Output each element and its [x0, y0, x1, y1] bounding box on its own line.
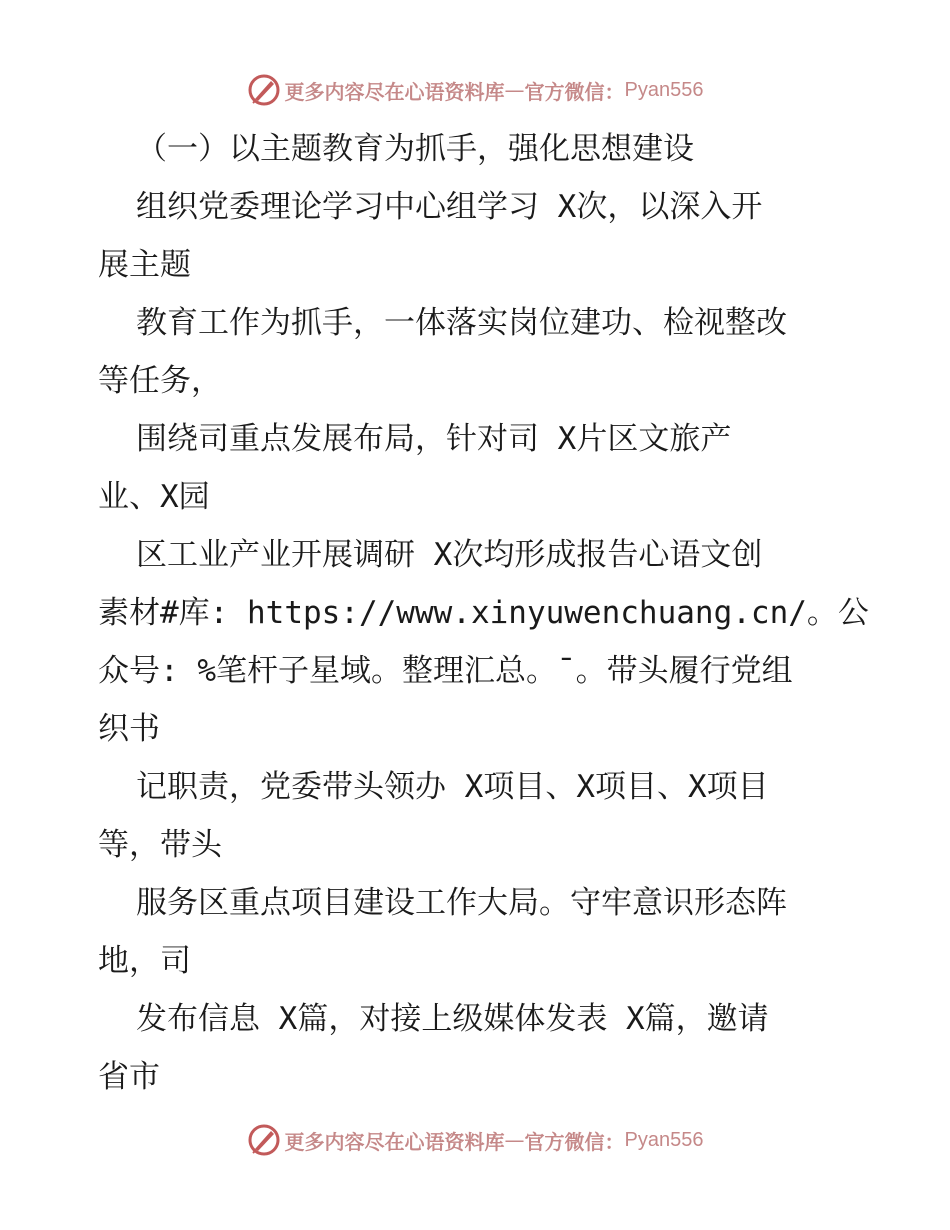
text-line: 素材#库: https://www.xinyuwenchuang.cn/。公	[98, 595, 869, 631]
text-line: 发布信息 X篇，对接上级媒体发表 X篇，邀请	[136, 1001, 769, 1037]
text-line: 地，司	[98, 943, 191, 979]
text-line: 展主题	[98, 247, 191, 283]
text-line: 等任务，	[98, 363, 222, 399]
text-line: 省市	[98, 1059, 160, 1095]
watermark-wechat-label: 官方微信：	[524, 79, 625, 104]
watermark-wechat-id: Pyan556	[624, 1128, 704, 1151]
watermark-separator: —	[504, 1128, 525, 1152]
text-line: 业、X园	[98, 479, 210, 515]
document-body	[98, 120, 868, 1106]
text-line: 等，带头	[98, 827, 222, 863]
text-line: （一）以主题教育为抓手，强化思想建设	[136, 131, 694, 167]
watermark-wechat-id: Pyan556	[624, 78, 704, 101]
text-line: 织书	[98, 711, 160, 747]
quill-logo-icon	[247, 1123, 281, 1157]
text-line: 记职责，党委带头领办 X项目、X项目、X项目	[136, 769, 769, 805]
text-line: 围绕司重点发展布局，针对司 X片区文旅产	[136, 421, 732, 457]
text-line: 众号: %笔杆子星域。整理汇总。¯。带头履行党组	[98, 653, 793, 689]
watermark-separator: —	[504, 78, 525, 102]
text-line: 组织党委理论学习中心组学习 X次，以深入开	[136, 189, 763, 225]
footer-watermark	[0, 1120, 950, 1160]
watermark-text: 更多内容尽在心语资料库	[284, 1129, 505, 1154]
header-watermark	[0, 70, 950, 110]
quill-logo-icon	[247, 73, 281, 107]
text-line: 教育工作为抓手，一体落实岗位建功、检视整改	[136, 305, 787, 341]
text-line: 区工业产业开展调研 X次均形成报告心语文创	[136, 537, 763, 573]
watermark-text: 更多内容尽在心语资料库	[284, 79, 505, 104]
text-line: 服务区重点项目建设工作大局。守牢意识形态阵	[136, 885, 787, 921]
watermark-wechat-label: 官方微信：	[524, 1129, 625, 1154]
